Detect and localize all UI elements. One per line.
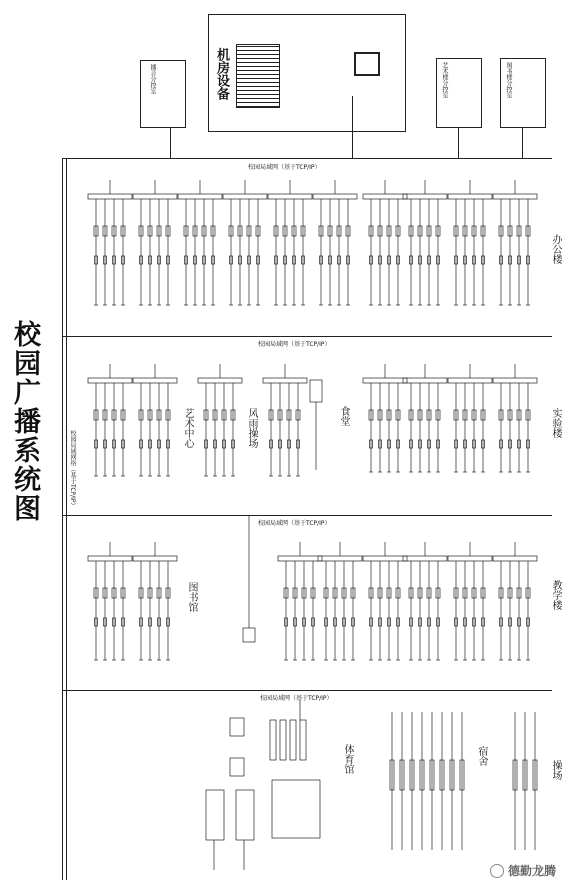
gym-amp: [300, 720, 306, 760]
art-switch: [198, 378, 242, 383]
bus-label-3: 校园局域网（基于TCP/IP）: [258, 520, 331, 527]
office-switch: [403, 194, 447, 199]
teaching-switch: [278, 556, 322, 561]
watermark: 德勤龙腾: [508, 864, 557, 878]
lab-switch: [493, 378, 537, 383]
art-switch: [263, 378, 307, 383]
bus-label-2: 校园局域网（基于TCP/IP）: [258, 341, 331, 348]
teaching-switch: [403, 556, 447, 561]
office-switch: [133, 194, 177, 199]
gym-amp: [290, 720, 296, 760]
office-switch: [178, 194, 222, 199]
backbone-label: 校园局域网络（基于TCP/IP）: [69, 430, 76, 509]
building-label-library: 图书馆: [186, 582, 197, 612]
art-switch: [88, 378, 132, 383]
office-switch: [448, 194, 492, 199]
art-switch: [133, 378, 177, 383]
building-label-art-center: 艺术中心: [182, 408, 193, 448]
teaching-switch: [448, 556, 492, 561]
lab-switch: [403, 378, 447, 383]
wechat-icon: [490, 864, 504, 878]
teaching-switch: [493, 556, 537, 561]
office-switch: [88, 194, 132, 199]
gym-rack: [236, 790, 254, 840]
gym-rack: [206, 790, 224, 840]
building-label-student-hall: 风雨操场: [246, 408, 257, 448]
bus3-device: [243, 628, 255, 642]
building-label-field: 操场: [550, 760, 561, 780]
gym-amp: [280, 720, 286, 760]
bus-label-4: 校园局域网（基于TCP/IP）: [260, 695, 333, 702]
office-switch: [313, 194, 357, 199]
machine-room-label: 机房设备: [214, 48, 229, 100]
office-switch: [223, 194, 267, 199]
gym-device: [230, 718, 244, 736]
admin-room-label: 播音分控室: [149, 64, 156, 94]
teaching-switch: [318, 556, 362, 561]
gym-mixer: [272, 780, 320, 838]
library-room-label: 图书楼分控室: [505, 62, 512, 98]
library-switch: [88, 556, 132, 561]
lab-switch: [448, 378, 492, 383]
page-title: 校园广播系统图: [9, 320, 40, 523]
office-switch: [493, 194, 537, 199]
office-switch: [268, 194, 312, 199]
teaching-switch: [363, 556, 407, 561]
building-label-dorm: 宿舍: [476, 746, 487, 766]
canteen-amp: [310, 380, 322, 402]
building-label-lab: 实验楼: [550, 408, 561, 438]
building-label-teaching: 教学楼: [550, 580, 561, 610]
building-label-canteen: 食堂: [338, 406, 349, 426]
office-switch: [363, 194, 407, 199]
library-switch: [133, 556, 177, 561]
building-label-gym: 体育馆: [342, 744, 353, 774]
bus-label-1: 校园局域网（基于TCP/IP）: [248, 164, 321, 171]
gym-amp: [270, 720, 276, 760]
art-room-label: 艺术楼分控室: [441, 62, 448, 98]
building-label-office: 办公楼: [550, 234, 561, 264]
lab-switch: [363, 378, 407, 383]
gym-device: [230, 758, 244, 776]
